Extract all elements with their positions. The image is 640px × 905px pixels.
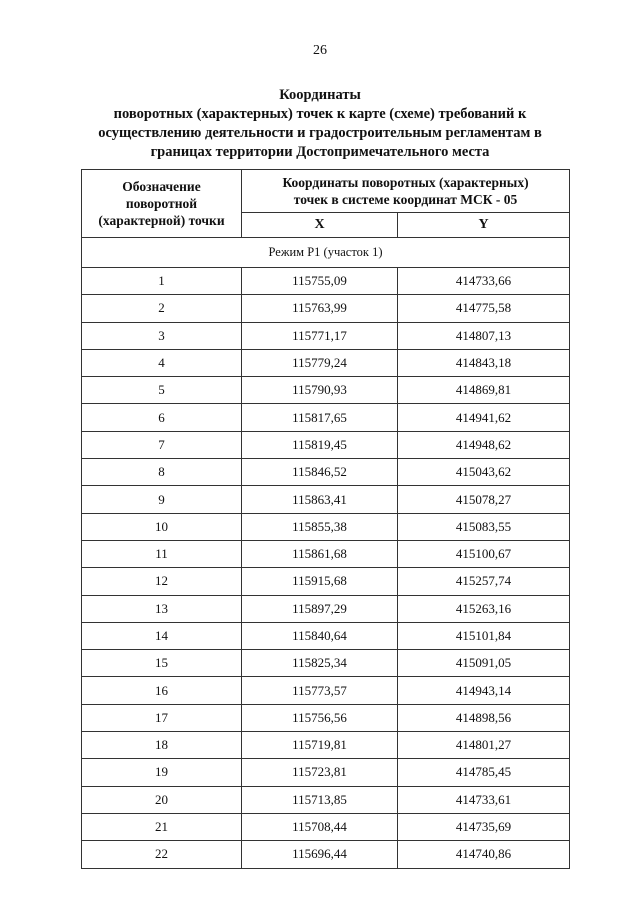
y-coordinate-cell: 415091,05 xyxy=(398,650,570,677)
point-number-cell: 20 xyxy=(82,786,242,813)
x-coordinate-cell: 115723,81 xyxy=(242,759,398,786)
table-row xyxy=(82,568,570,595)
y-coordinate-cell: 415043,62 xyxy=(398,459,570,486)
table-row xyxy=(82,431,570,458)
table-row xyxy=(82,841,570,868)
table-row xyxy=(82,268,570,295)
table-row xyxy=(82,650,570,677)
x-coordinate-cell: 115915,68 xyxy=(242,568,398,595)
y-coordinate-cell: 414735,69 xyxy=(398,813,570,840)
x-coordinate-cell: 115773,57 xyxy=(242,677,398,704)
y-coordinate-cell: 414733,61 xyxy=(398,786,570,813)
table-row xyxy=(82,404,570,431)
header-point-designation: Обозначение поворотной (характерной) точки xyxy=(82,170,242,238)
table-row xyxy=(82,677,570,704)
regime-label: Режим Р1 (участок 1) xyxy=(82,238,570,268)
x-coordinate-cell: 115825,34 xyxy=(242,650,398,677)
x-coordinate-cell: 115819,45 xyxy=(242,431,398,458)
table-row xyxy=(82,513,570,540)
point-number-cell: 6 xyxy=(82,404,242,431)
y-coordinate-cell: 415100,67 xyxy=(398,540,570,567)
table-row xyxy=(82,732,570,759)
point-number-cell: 15 xyxy=(82,650,242,677)
header-x: X xyxy=(242,213,398,238)
y-coordinate-cell: 414943,14 xyxy=(398,677,570,704)
point-number-cell: 22 xyxy=(82,841,242,868)
table-row xyxy=(82,759,570,786)
header-y: Y xyxy=(398,213,570,238)
table-row xyxy=(82,295,570,322)
y-coordinate-cell: 414898,56 xyxy=(398,704,570,731)
document-title xyxy=(60,86,580,162)
point-number-cell: 12 xyxy=(82,568,242,595)
x-coordinate-cell: 115790,93 xyxy=(242,377,398,404)
table-row xyxy=(82,349,570,376)
point-number-cell: 3 xyxy=(82,322,242,349)
x-coordinate-cell: 115708,44 xyxy=(242,813,398,840)
y-coordinate-cell: 414869,81 xyxy=(398,377,570,404)
title-line-1: Координаты xyxy=(279,87,361,103)
y-coordinate-cell: 415101,84 xyxy=(398,622,570,649)
x-coordinate-cell: 115755,09 xyxy=(242,268,398,295)
y-coordinate-cell: 414948,62 xyxy=(398,431,570,458)
table-row xyxy=(82,704,570,731)
x-coordinate-cell: 115897,29 xyxy=(242,595,398,622)
point-number-cell: 5 xyxy=(82,377,242,404)
table-row xyxy=(82,377,570,404)
x-coordinate-cell: 115713,85 xyxy=(242,786,398,813)
table-row xyxy=(82,786,570,813)
point-number-cell: 14 xyxy=(82,622,242,649)
point-number-cell: 2 xyxy=(82,295,242,322)
x-coordinate-cell: 115863,41 xyxy=(242,486,398,513)
y-coordinate-cell: 414733,66 xyxy=(398,268,570,295)
title-line-3: осуществлению деятельности и градостроительным регламентам в xyxy=(98,125,542,141)
point-number-cell: 18 xyxy=(82,732,242,759)
point-number-cell: 10 xyxy=(82,513,242,540)
table-row xyxy=(82,486,570,513)
point-number-cell: 9 xyxy=(82,486,242,513)
y-coordinate-cell: 414807,13 xyxy=(398,322,570,349)
coordinates-table xyxy=(81,169,570,869)
y-coordinate-cell: 414740,86 xyxy=(398,841,570,868)
y-coordinate-cell: 415078,27 xyxy=(398,486,570,513)
x-coordinate-cell: 115771,17 xyxy=(242,322,398,349)
x-coordinate-cell: 115696,44 xyxy=(242,841,398,868)
point-number-cell: 1 xyxy=(82,268,242,295)
point-number-cell: 11 xyxy=(82,540,242,567)
x-coordinate-cell: 115855,38 xyxy=(242,513,398,540)
x-coordinate-cell: 115763,99 xyxy=(242,295,398,322)
x-coordinate-cell: 115719,81 xyxy=(242,732,398,759)
title-line-2: поворотных (характерных) точек к карте (схеме) требований к xyxy=(113,106,527,122)
y-coordinate-cell: 415263,16 xyxy=(398,595,570,622)
y-coordinate-cell: 414801,27 xyxy=(398,732,570,759)
y-coordinate-cell: 414843,18 xyxy=(398,349,570,376)
coordinates-table-body xyxy=(82,238,570,869)
header-coordinates: Координаты поворотных (характерных) точек в системе координат МСК - 05 xyxy=(242,170,570,213)
point-number-cell: 19 xyxy=(82,759,242,786)
point-number-cell: 13 xyxy=(82,595,242,622)
point-number-cell: 7 xyxy=(82,431,242,458)
table-row xyxy=(82,622,570,649)
page-number: 26 xyxy=(313,43,327,58)
y-coordinate-cell: 414775,58 xyxy=(398,295,570,322)
point-number-cell: 16 xyxy=(82,677,242,704)
x-coordinate-cell: 115817,65 xyxy=(242,404,398,431)
y-coordinate-cell: 415083,55 xyxy=(398,513,570,540)
table-row xyxy=(82,813,570,840)
x-coordinate-cell: 115840,64 xyxy=(242,622,398,649)
x-coordinate-cell: 115861,68 xyxy=(242,540,398,567)
regime-row xyxy=(82,238,570,268)
point-number-cell: 4 xyxy=(82,349,242,376)
y-coordinate-cell: 415257,74 xyxy=(398,568,570,595)
title-line-4: границах территории Достопримечательного места xyxy=(150,144,490,160)
x-coordinate-cell: 115846,52 xyxy=(242,459,398,486)
table-row xyxy=(82,322,570,349)
table-row xyxy=(82,595,570,622)
point-number-cell: 21 xyxy=(82,813,242,840)
table-row xyxy=(82,459,570,486)
point-number-cell: 8 xyxy=(82,459,242,486)
x-coordinate-cell: 115756,56 xyxy=(242,704,398,731)
x-coordinate-cell: 115779,24 xyxy=(242,349,398,376)
y-coordinate-cell: 414785,45 xyxy=(398,759,570,786)
table-row xyxy=(82,540,570,567)
point-number-cell: 17 xyxy=(82,704,242,731)
y-coordinate-cell: 414941,62 xyxy=(398,404,570,431)
